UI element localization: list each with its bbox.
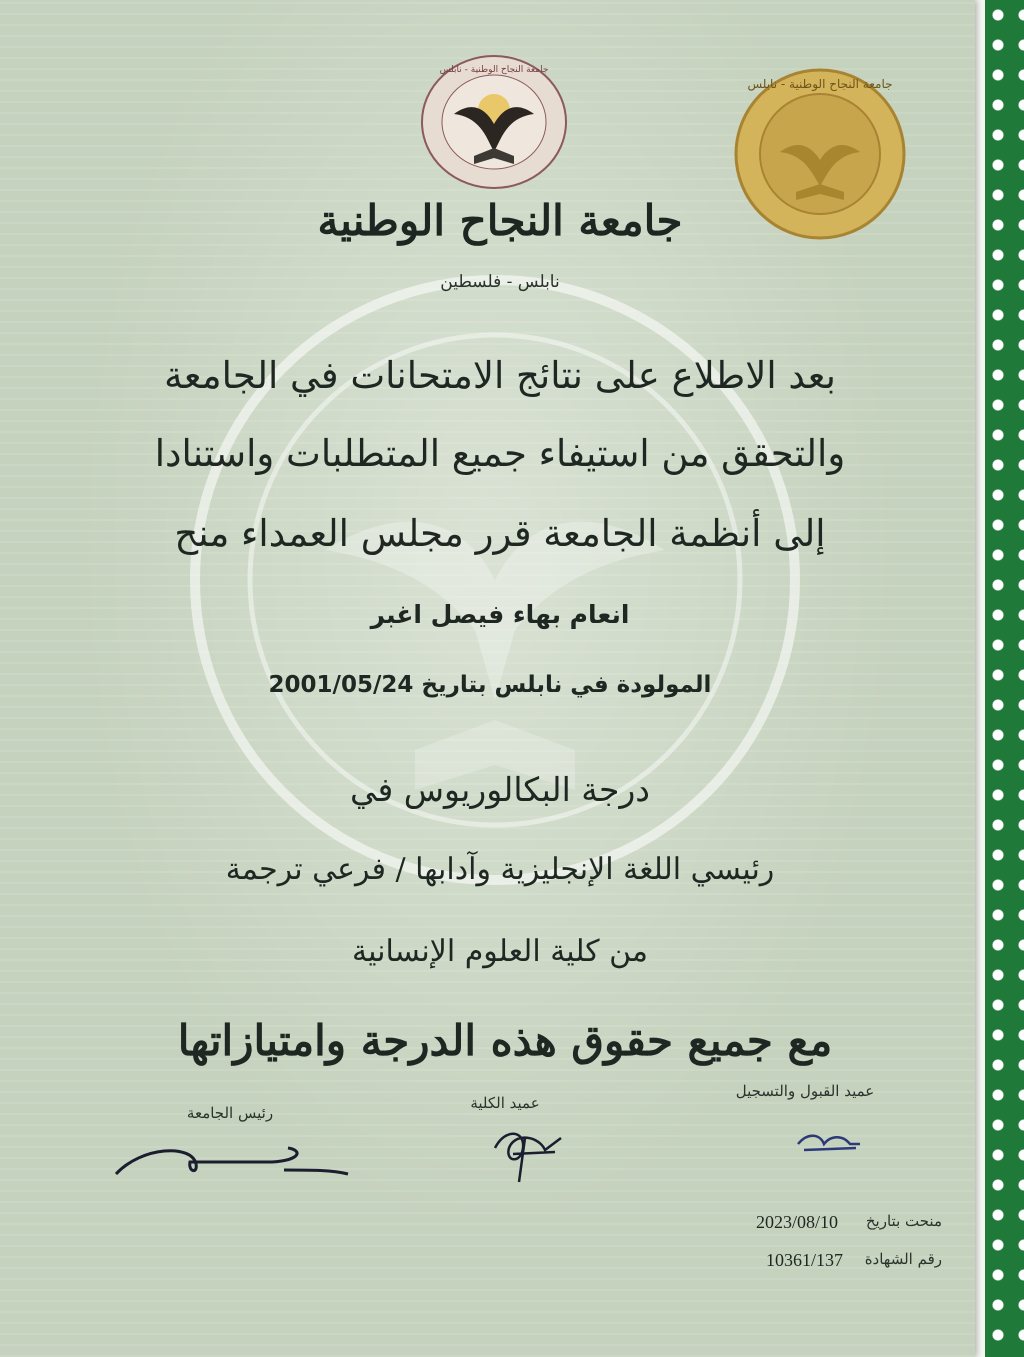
green-dotted-folder bbox=[985, 0, 1024, 1357]
admissions-dean-signature bbox=[790, 1122, 870, 1162]
seal-text: جامعة النجاح الوطنية - نابلس bbox=[747, 77, 893, 91]
certificate-number-label: رقم الشهادة bbox=[864, 1250, 942, 1268]
rights-statement: مع جميع حقوق هذه الدرجة وامتيازاتها bbox=[177, 1016, 833, 1065]
university-name: جامعة النجاح الوطنية bbox=[317, 196, 683, 245]
president-title: رئيس الجامعة bbox=[186, 1104, 274, 1122]
recipient-name: انعام بهاء فيصل اغبر bbox=[370, 600, 630, 629]
faculty-dean-signature bbox=[485, 1118, 575, 1188]
birth-details: المولودة في نابلس بتاريخ 2001/05/24 bbox=[268, 672, 712, 698]
certificate-number: 10361/137 bbox=[766, 1250, 844, 1270]
gold-seal bbox=[722, 56, 918, 252]
degree-title: درجة البكالوريوس في bbox=[350, 770, 650, 809]
university-location: نابلس - فلسطين bbox=[440, 272, 560, 292]
granted-date-label: منحت بتاريخ bbox=[865, 1212, 942, 1230]
major-details: رئيسي اللغة الإنجليزية وآدابها / فرعي ترجمة bbox=[225, 852, 775, 887]
watermark-emblem bbox=[175, 250, 815, 910]
faculty-name: من كلية العلوم الإنسانية bbox=[351, 934, 648, 969]
faculty-dean-title: عميد الكلية bbox=[470, 1094, 540, 1112]
body-line-1: بعد الاطلاع على نتائج الامتحانات في الجامعة bbox=[164, 354, 836, 397]
body-line-3: إلى أنظمة الجامعة قرر مجلس العمداء منح bbox=[174, 512, 826, 555]
granted-date: 2023/08/10 bbox=[756, 1212, 839, 1232]
president-signature bbox=[112, 1140, 352, 1180]
admissions-dean-title: عميد القبول والتسجيل bbox=[735, 1082, 875, 1100]
body-line-2: والتحقق من استيفاء جميع المتطلبات واستنادا bbox=[154, 432, 846, 475]
logo-text: جامعة النجاح الوطنية - نابلس bbox=[439, 65, 549, 75]
university-logo bbox=[418, 52, 570, 192]
